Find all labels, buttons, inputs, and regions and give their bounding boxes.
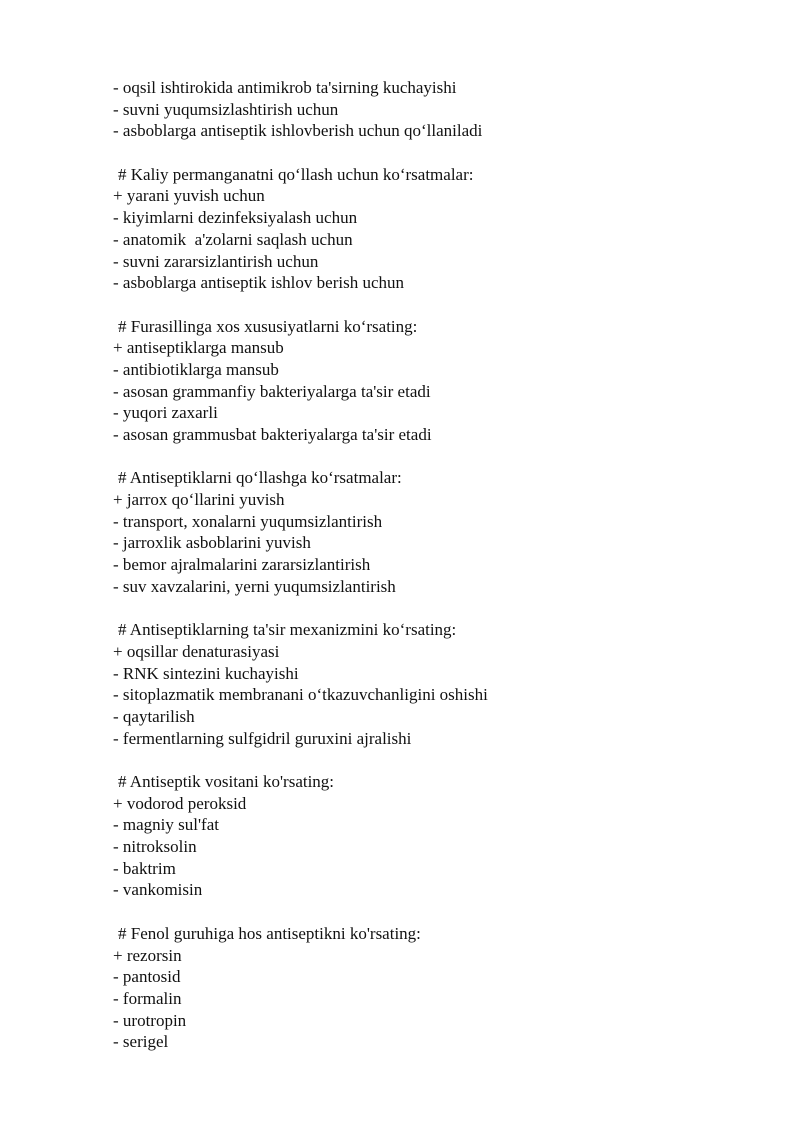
- option-line: - fermentlarning sulfgidril guruxini ajralishi: [113, 728, 412, 748]
- question-block: [113, 467, 753, 597]
- option-line: + rezorsin: [113, 945, 182, 965]
- option-line: - oqsil ishtirokida antimikrob ta'sirning kuchayishi: [113, 78, 457, 97]
- option-line: - sitoplazmatik membranani o‘tkazuvchanligini oshishi: [113, 685, 488, 705]
- option-line: - suvni zararsizlantirish uchun: [113, 251, 319, 271]
- option-line: + yarani yuvish uchun: [113, 186, 265, 206]
- question-title: # Furasillinga xos xususiyatlarni ko‘rsating:: [118, 316, 418, 336]
- option-line: - asosan grammanfiy bakteriyalarga ta'sir etadi: [113, 381, 431, 401]
- question-title: # Antiseptiklarning ta'sir mexanizmini ko‘rsating:: [118, 620, 457, 640]
- option-line: - asboblarga antiseptik ishlovberish uchun qo‘llaniladi: [113, 121, 483, 141]
- option-line: - qaytarilish: [113, 706, 195, 726]
- question-block: [113, 316, 753, 446]
- option-line: - asosan grammusbat bakteriyalarga ta'sir etadi: [113, 425, 432, 444]
- option-line: - nitroksolin: [113, 837, 197, 857]
- question-block: [113, 619, 753, 749]
- option-line: - baktrim: [113, 858, 176, 878]
- option-line: - suv xavzalarini, yerni yuqumsizlantirish: [113, 576, 396, 596]
- question-title: # Antiseptik vositani ko'rsating:: [118, 772, 335, 791]
- option-line: + vodorod peroksid: [113, 793, 247, 813]
- intro-options: [113, 77, 753, 142]
- option-line: + oqsillar denaturasiyasi: [113, 641, 280, 661]
- option-line: - asboblarga antiseptik ishlov berish uchun: [113, 273, 404, 293]
- option-line: + jarrox qo‘llarini yuvish: [113, 490, 285, 510]
- question-block: [113, 164, 753, 294]
- option-line: + antiseptiklarga mansub: [113, 338, 284, 358]
- option-line: - bemor ajralmalarini zararsizlantirish: [113, 555, 371, 575]
- option-line: - transport, xonalarni yuqumsizlantirish: [113, 511, 383, 531]
- option-line: - pantosid: [113, 967, 181, 987]
- option-line: - vankomisin: [113, 880, 203, 900]
- question-block: [113, 923, 753, 1053]
- document-page: [113, 77, 753, 1053]
- question-title: # Antiseptiklarni qo‘llashga ko‘rsatmalar:: [118, 468, 402, 488]
- option-line: - serigel: [113, 1032, 169, 1052]
- spacer: [113, 142, 753, 164]
- spacer: [113, 598, 753, 620]
- option-line: - anatomik a'zolarni saqlash uchun: [113, 229, 353, 249]
- option-line: - urotropin: [113, 1010, 187, 1030]
- option-line: - jarroxlik asboblarini yuvish: [113, 533, 311, 553]
- spacer: [113, 749, 753, 771]
- question-block: [113, 771, 753, 901]
- option-line: - formalin: [113, 988, 182, 1008]
- spacer: [113, 446, 753, 468]
- option-line: - kiyimlarni dezinfeksiyalash uchun: [113, 208, 358, 228]
- option-line: - magniy sul'fat: [113, 815, 219, 835]
- option-line: - suvni yuqumsizlashtirish uchun: [113, 99, 339, 119]
- spacer: [113, 901, 753, 923]
- option-line: - yuqori zaxarli: [113, 403, 218, 423]
- question-title: # Fenol guruhiga hos antiseptikni ko'rsating:: [118, 923, 421, 943]
- spacer: [113, 294, 753, 316]
- question-title: # Kaliy permanganatni qo‘llash uchun ko‘rsatmalar:: [118, 164, 474, 184]
- option-line: - antibiotiklarga mansub: [113, 359, 279, 379]
- option-line: - RNK sintezini kuchayishi: [113, 663, 299, 683]
